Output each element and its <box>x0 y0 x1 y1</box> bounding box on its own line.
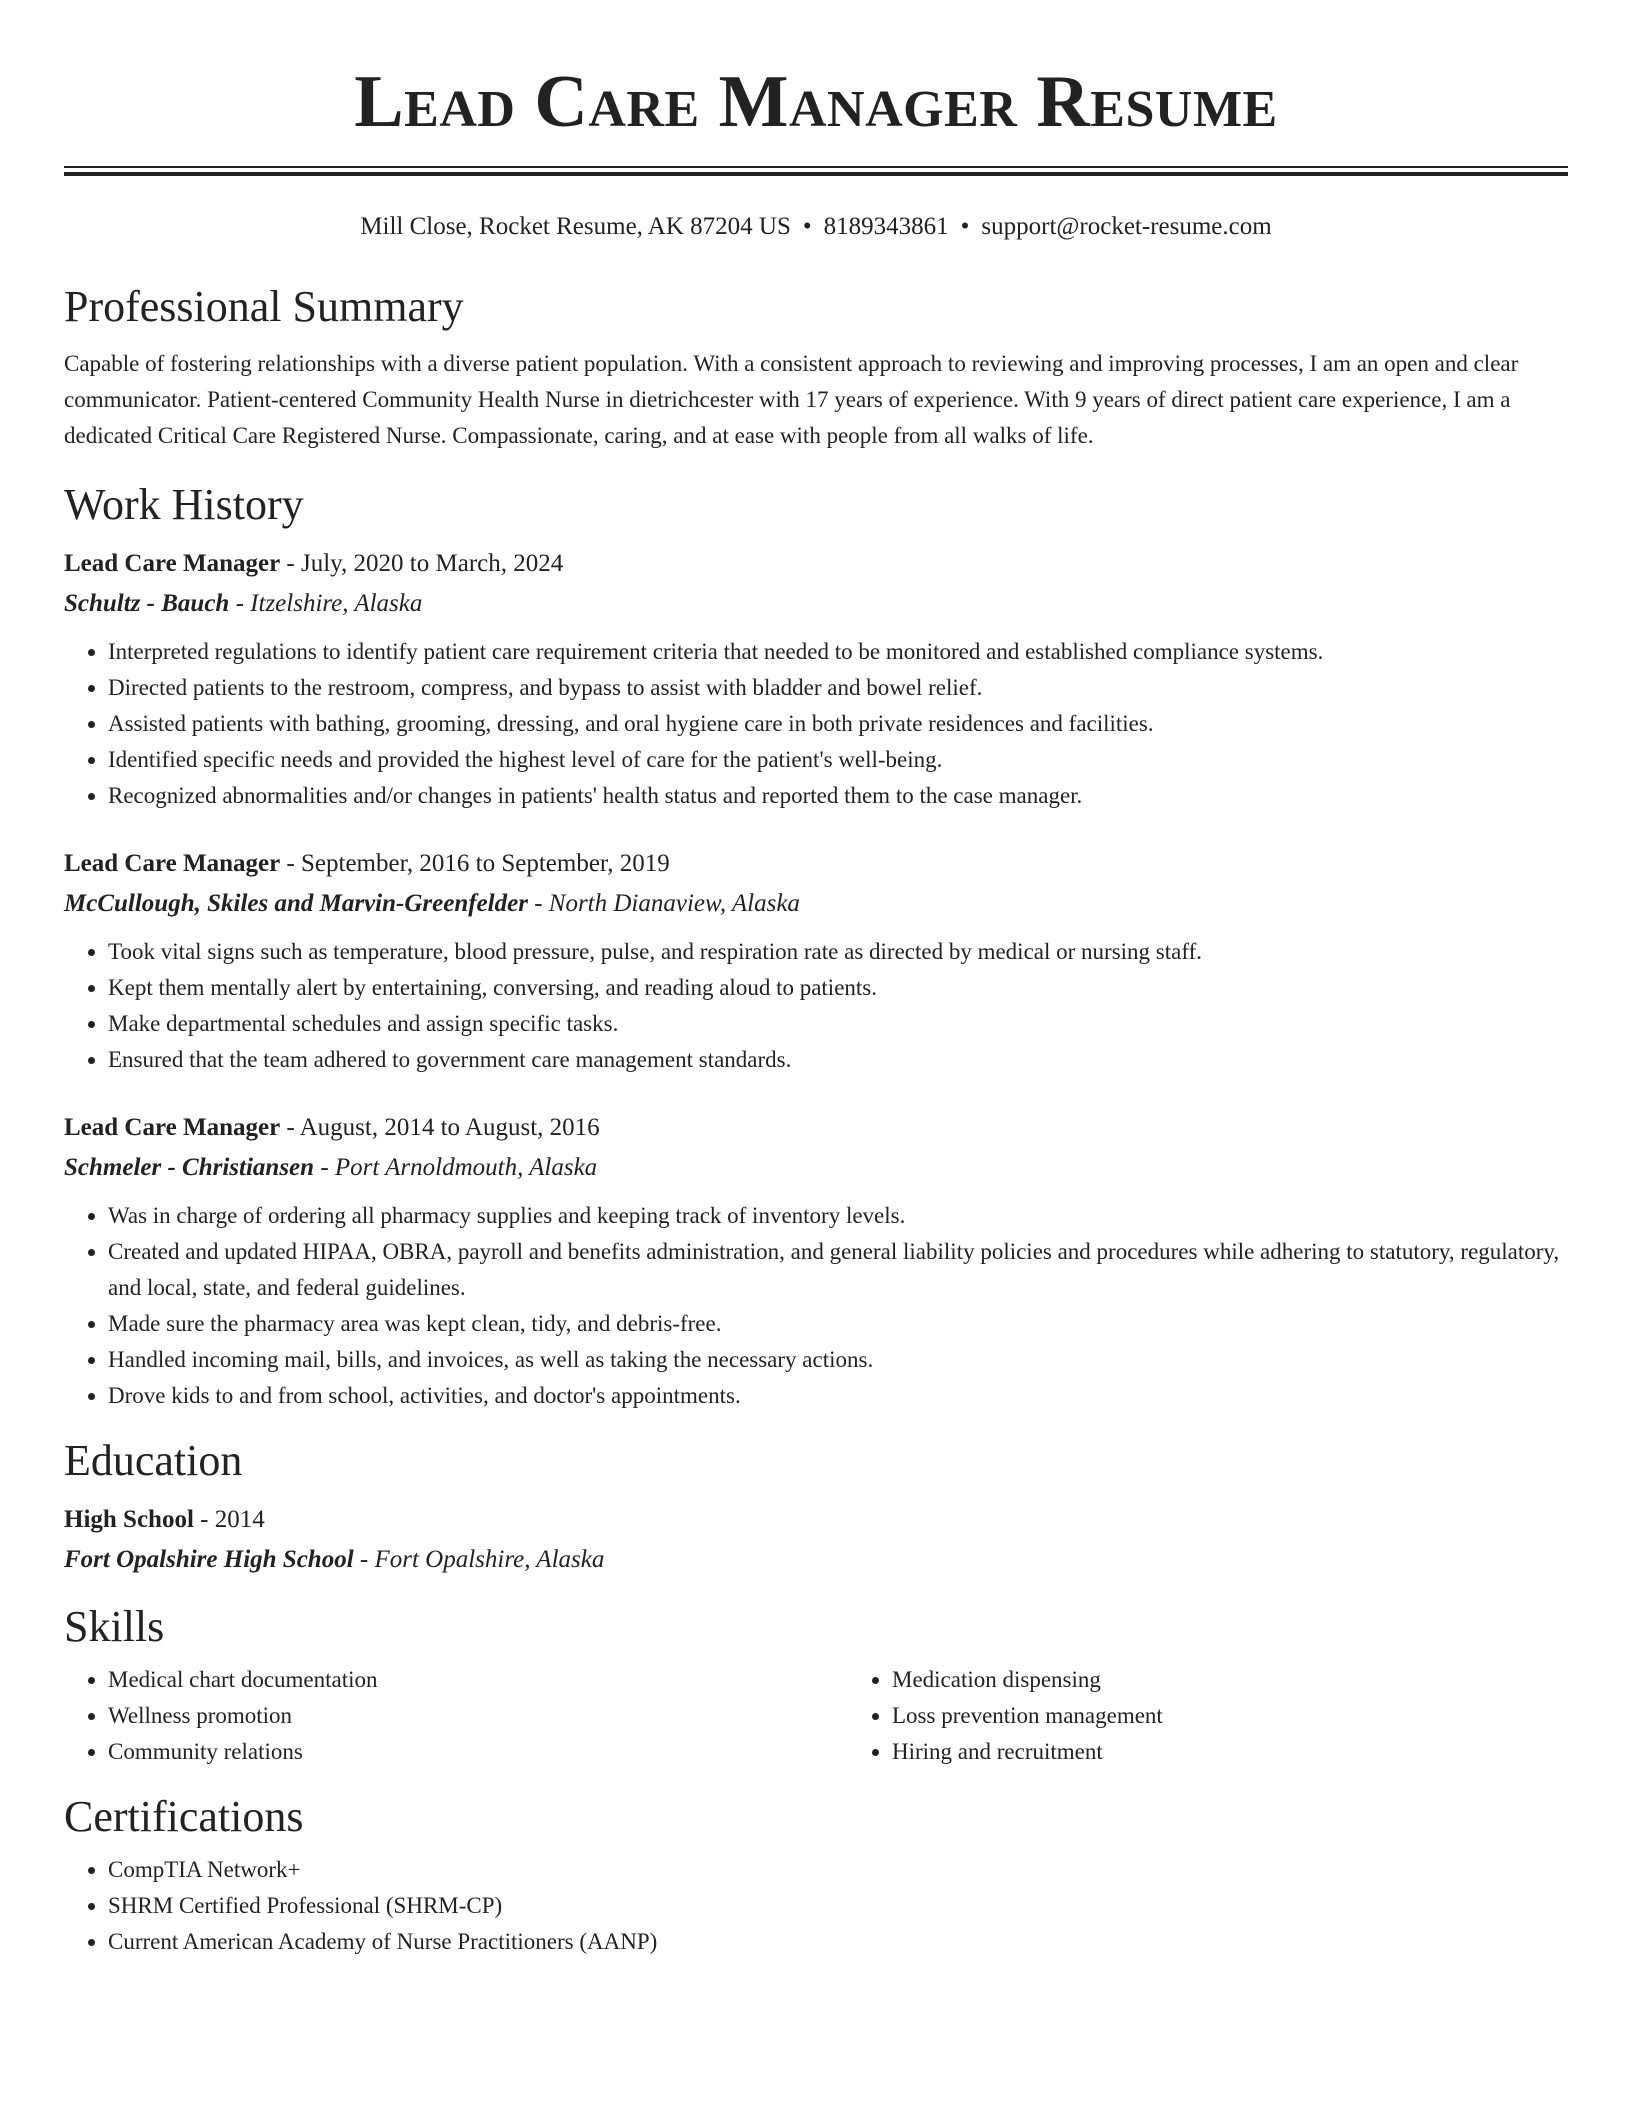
list-item: • Community relations <box>108 1734 848 1770</box>
list-item: • Make departmental schedules and assign specific tasks. <box>108 1006 1568 1042</box>
job-company-line <box>64 1148 1568 1188</box>
list-item: • Medical chart documentation <box>108 1662 848 1698</box>
education-degree: High School <box>64 1506 194 1533</box>
list-item: • Hiring and recruitment <box>892 1734 1632 1770</box>
job-entry <box>64 544 1568 814</box>
job-title-line <box>64 844 1568 884</box>
job-role: Lead Care Manager <box>64 1114 281 1141</box>
list-item: • Wellness promotion <box>108 1698 848 1734</box>
skills-heading: Skills <box>64 1602 165 1651</box>
job-duties-list <box>64 1198 1568 1414</box>
skills-grid <box>64 1662 1568 1770</box>
certifications-heading: Certifications <box>64 1792 304 1841</box>
list-item: • Assisted patients with bathing, grooming, dressing, and oral hygiene care in both private residences and facilities. <box>108 706 1568 742</box>
job-dates: - August, 2014 to August, 2016 <box>280 1114 600 1141</box>
job-role: Lead Care Manager <box>64 850 281 877</box>
list-item: • CompTIA Network+ <box>108 1852 1568 1888</box>
list-item: • Created and updated HIPAA, OBRA, payroll and benefits administration, and general liability policies and procedures while adhering to statutory, regulatory, and local, state, and federal guidelines. <box>108 1234 1568 1306</box>
list-item: • Drove kids to and from school, activities, and doctor's appointments. <box>108 1378 1568 1414</box>
job-location: - Itzelshire, Alaska <box>229 590 423 617</box>
list-item: • Kept them mentally alert by entertaining, conversing, and reading aloud to patients. <box>108 970 1568 1006</box>
job-location: - North Dianaview, Alaska <box>527 890 800 917</box>
skills-list-right <box>848 1662 1632 1770</box>
job-company: Schmeler - Christiansen <box>64 1154 315 1181</box>
list-item: • Medication dispensing <box>892 1662 1632 1698</box>
job-company-line <box>64 884 1568 924</box>
skills-list-left <box>64 1662 848 1770</box>
job-role: Lead Care Manager <box>64 550 281 577</box>
list-item: • Directed patients to the restroom, compress, and bypass to assist with bladder and bowel relief. <box>108 670 1568 706</box>
contact-address: Mill Close, Rocket Resume, AK 87204 US <box>360 213 791 240</box>
contact-line <box>64 212 1568 242</box>
list-item: • SHRM Certified Professional (SHRM-CP) <box>108 1888 1568 1924</box>
list-item: • Current American Academy of Nurse Practitioners (AANP) <box>108 1924 1568 1960</box>
job-entry <box>64 844 1568 1078</box>
list-item: • Was in charge of ordering all pharmacy supplies and keeping track of inventory levels. <box>108 1198 1568 1234</box>
job-entry <box>64 1108 1568 1414</box>
list-item: • Identified specific needs and provided the highest level of care for the patient's well-being. <box>108 742 1568 778</box>
job-company: Schultz - Bauch <box>64 590 230 617</box>
resume-page <box>64 0 1568 1960</box>
education-school: Fort Opalshire High School <box>64 1546 354 1573</box>
contact-separator: • <box>960 213 970 240</box>
job-title-line <box>64 1108 1568 1148</box>
contact-email: support@rocket-resume.com <box>981 213 1272 240</box>
title-divider <box>64 166 1568 176</box>
list-item: • Interpreted regulations to identify patient care requirement criteria that needed to be monitored and established compliance systems. <box>108 634 1568 670</box>
job-company-line <box>64 584 1568 624</box>
job-duties-list <box>64 634 1568 814</box>
job-duties-list <box>64 934 1568 1078</box>
education-entry <box>64 1500 1568 1580</box>
work-history-heading: Work History <box>64 480 304 529</box>
summary-heading: Professional Summary <box>64 282 464 331</box>
education-heading: Education <box>64 1436 243 1485</box>
contact-separator: • <box>802 213 812 240</box>
job-dates: - July, 2020 to March, 2024 <box>280 550 564 577</box>
list-item: • Handled incoming mail, bills, and invoices, as well as taking the necessary actions. <box>108 1342 1568 1378</box>
education-degree-line <box>64 1500 1568 1540</box>
resume-title: Lead Care Manager Resume <box>354 61 1278 143</box>
list-item: • Ensured that the team adhered to government care management standards. <box>108 1042 1568 1078</box>
contact-phone: 8189343861 <box>823 213 949 240</box>
certifications-list <box>64 1852 1568 1960</box>
list-item: • Loss prevention management <box>892 1698 1632 1734</box>
education-school-line <box>64 1540 1568 1580</box>
job-dates: - September, 2016 to September, 2019 <box>280 850 670 877</box>
list-item: • Recognized abnormalities and/or changes in patients' health status and reported them to the case manager. <box>108 778 1568 814</box>
list-item: • Took vital signs such as temperature, blood pressure, pulse, and respiration rate as directed by medical or nursing staff. <box>108 934 1568 970</box>
education-year: - 2014 <box>193 1506 265 1533</box>
job-location: - Port Arnoldmouth, Alaska <box>314 1154 598 1181</box>
job-title-line <box>64 544 1568 584</box>
job-company: McCullough, Skiles and Marvin-Greenfelder <box>64 890 528 917</box>
education-location: - Fort Opalshire, Alaska <box>353 1546 605 1573</box>
summary-text: Capable of fostering relationships with a diverse patient population. With a consistent approach to reviewing and improving processes, I am an open and clear communicator. Patient-centered Community Health Nurse in dietrichcester with 17 years of experience. With 9 years of direct patient care experience, I am a dedicated Critical Care Registered Nurse. Compassionate, caring, and at ease with people from all walks of life. <box>64 351 1519 448</box>
list-item: • Made sure the pharmacy area was kept clean, tidy, and debris-free. <box>108 1306 1568 1342</box>
